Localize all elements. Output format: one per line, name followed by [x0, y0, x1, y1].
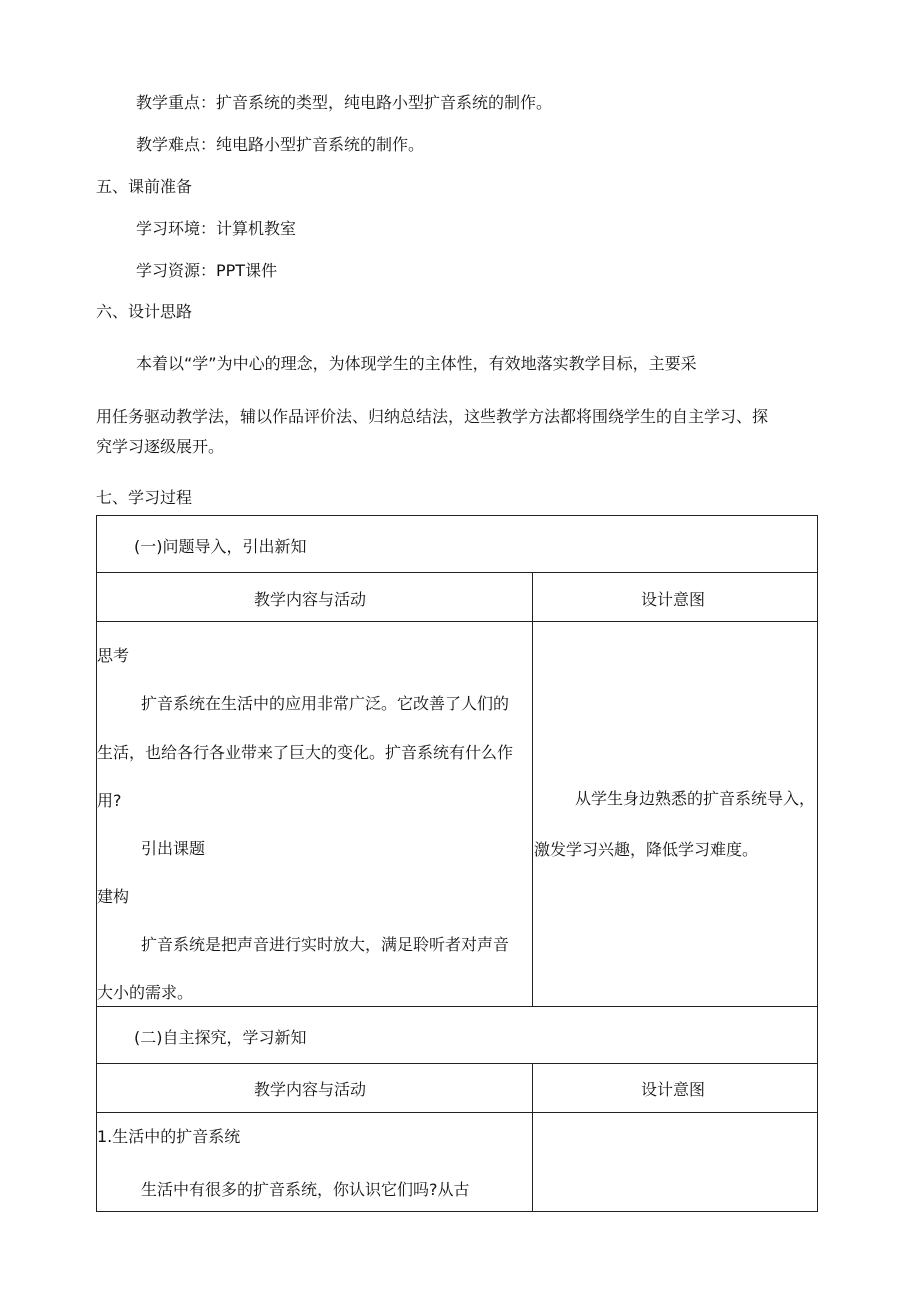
part-1-left-line: 建构: [97, 887, 130, 906]
table-rule: [96, 1006, 818, 1007]
section-6-heading: 六、设计思路: [96, 302, 193, 321]
part-1-left-line: 大小的需求。: [97, 983, 194, 1002]
resources-text: 学习资源：PPT课件: [136, 261, 278, 280]
table-border-bottom: [96, 1211, 818, 1212]
part-1-right-line: 激发学习兴趣，降低学习难度。: [534, 840, 759, 859]
part-2-col-right-header: 设计意图: [641, 1080, 706, 1099]
part-1-left-line: 扩音系统是把声音进行实时放大，满足聆听者对声音: [141, 935, 510, 954]
table-border-right: [817, 515, 818, 1212]
table-column-divider: [532, 572, 533, 1006]
environment-text: 学习环境：计算机教室: [136, 219, 297, 238]
key-point-text: 教学重点：扩音系统的类型，纯电路小型扩音系统的制作。: [136, 93, 553, 112]
table-rule: [96, 1112, 818, 1113]
design-paragraph-line-3: 究学习逐级展开。: [96, 437, 225, 456]
table-rule: [96, 621, 818, 622]
part-1-left-line: 思考: [97, 646, 130, 665]
part-1-col-right-header: 设计意图: [641, 590, 706, 609]
part-2-title: (二)自主探究，学习新知: [134, 1028, 307, 1047]
part-1-left-line: 引出课题: [141, 839, 206, 858]
section-5-heading: 五、课前准备: [96, 177, 193, 196]
part-2-left-line: 1.生活中的扩音系统: [97, 1127, 241, 1146]
part-2-col-left-header: 教学内容与活动: [254, 1080, 367, 1099]
part-2-left-line: 生活中有很多的扩音系统，你认识它们吗?从古: [141, 1180, 470, 1199]
difficulty-text: 教学难点：纯电路小型扩音系统的制作。: [136, 135, 425, 154]
design-paragraph-line-1: 本着以“学”为中心的理念，为体现学生的主体性，有效地落实教学目标，主要采: [136, 354, 697, 373]
table-rule: [96, 572, 818, 573]
part-1-right-line: 从学生身边熟悉的扩音系统导入，: [575, 789, 816, 808]
part-1-left-line: 用?: [97, 791, 122, 810]
table-border-top: [96, 515, 818, 516]
part-1-col-left-header: 教学内容与活动: [254, 590, 367, 609]
section-7-heading: 七、学习过程: [96, 488, 193, 507]
table-border-left: [96, 515, 97, 1212]
part-1-left-line: 生活，也给各行各业带来了巨大的变化。扩音系统有什么作: [97, 743, 514, 762]
part-1-left-line: 扩音系统在生活中的应用非常广泛。它改善了人们的: [141, 694, 510, 713]
table-rule: [96, 1063, 818, 1064]
table-column-divider: [532, 1063, 533, 1211]
part-1-title: (一)问题导入，引出新知: [134, 537, 307, 556]
design-paragraph-line-2: 用任务驱动教学法，辅以作品评价法、归纳总结法，这些教学方法都将围绕学生的自主学习、探: [96, 407, 769, 426]
learning-process-table: [96, 515, 818, 1212]
